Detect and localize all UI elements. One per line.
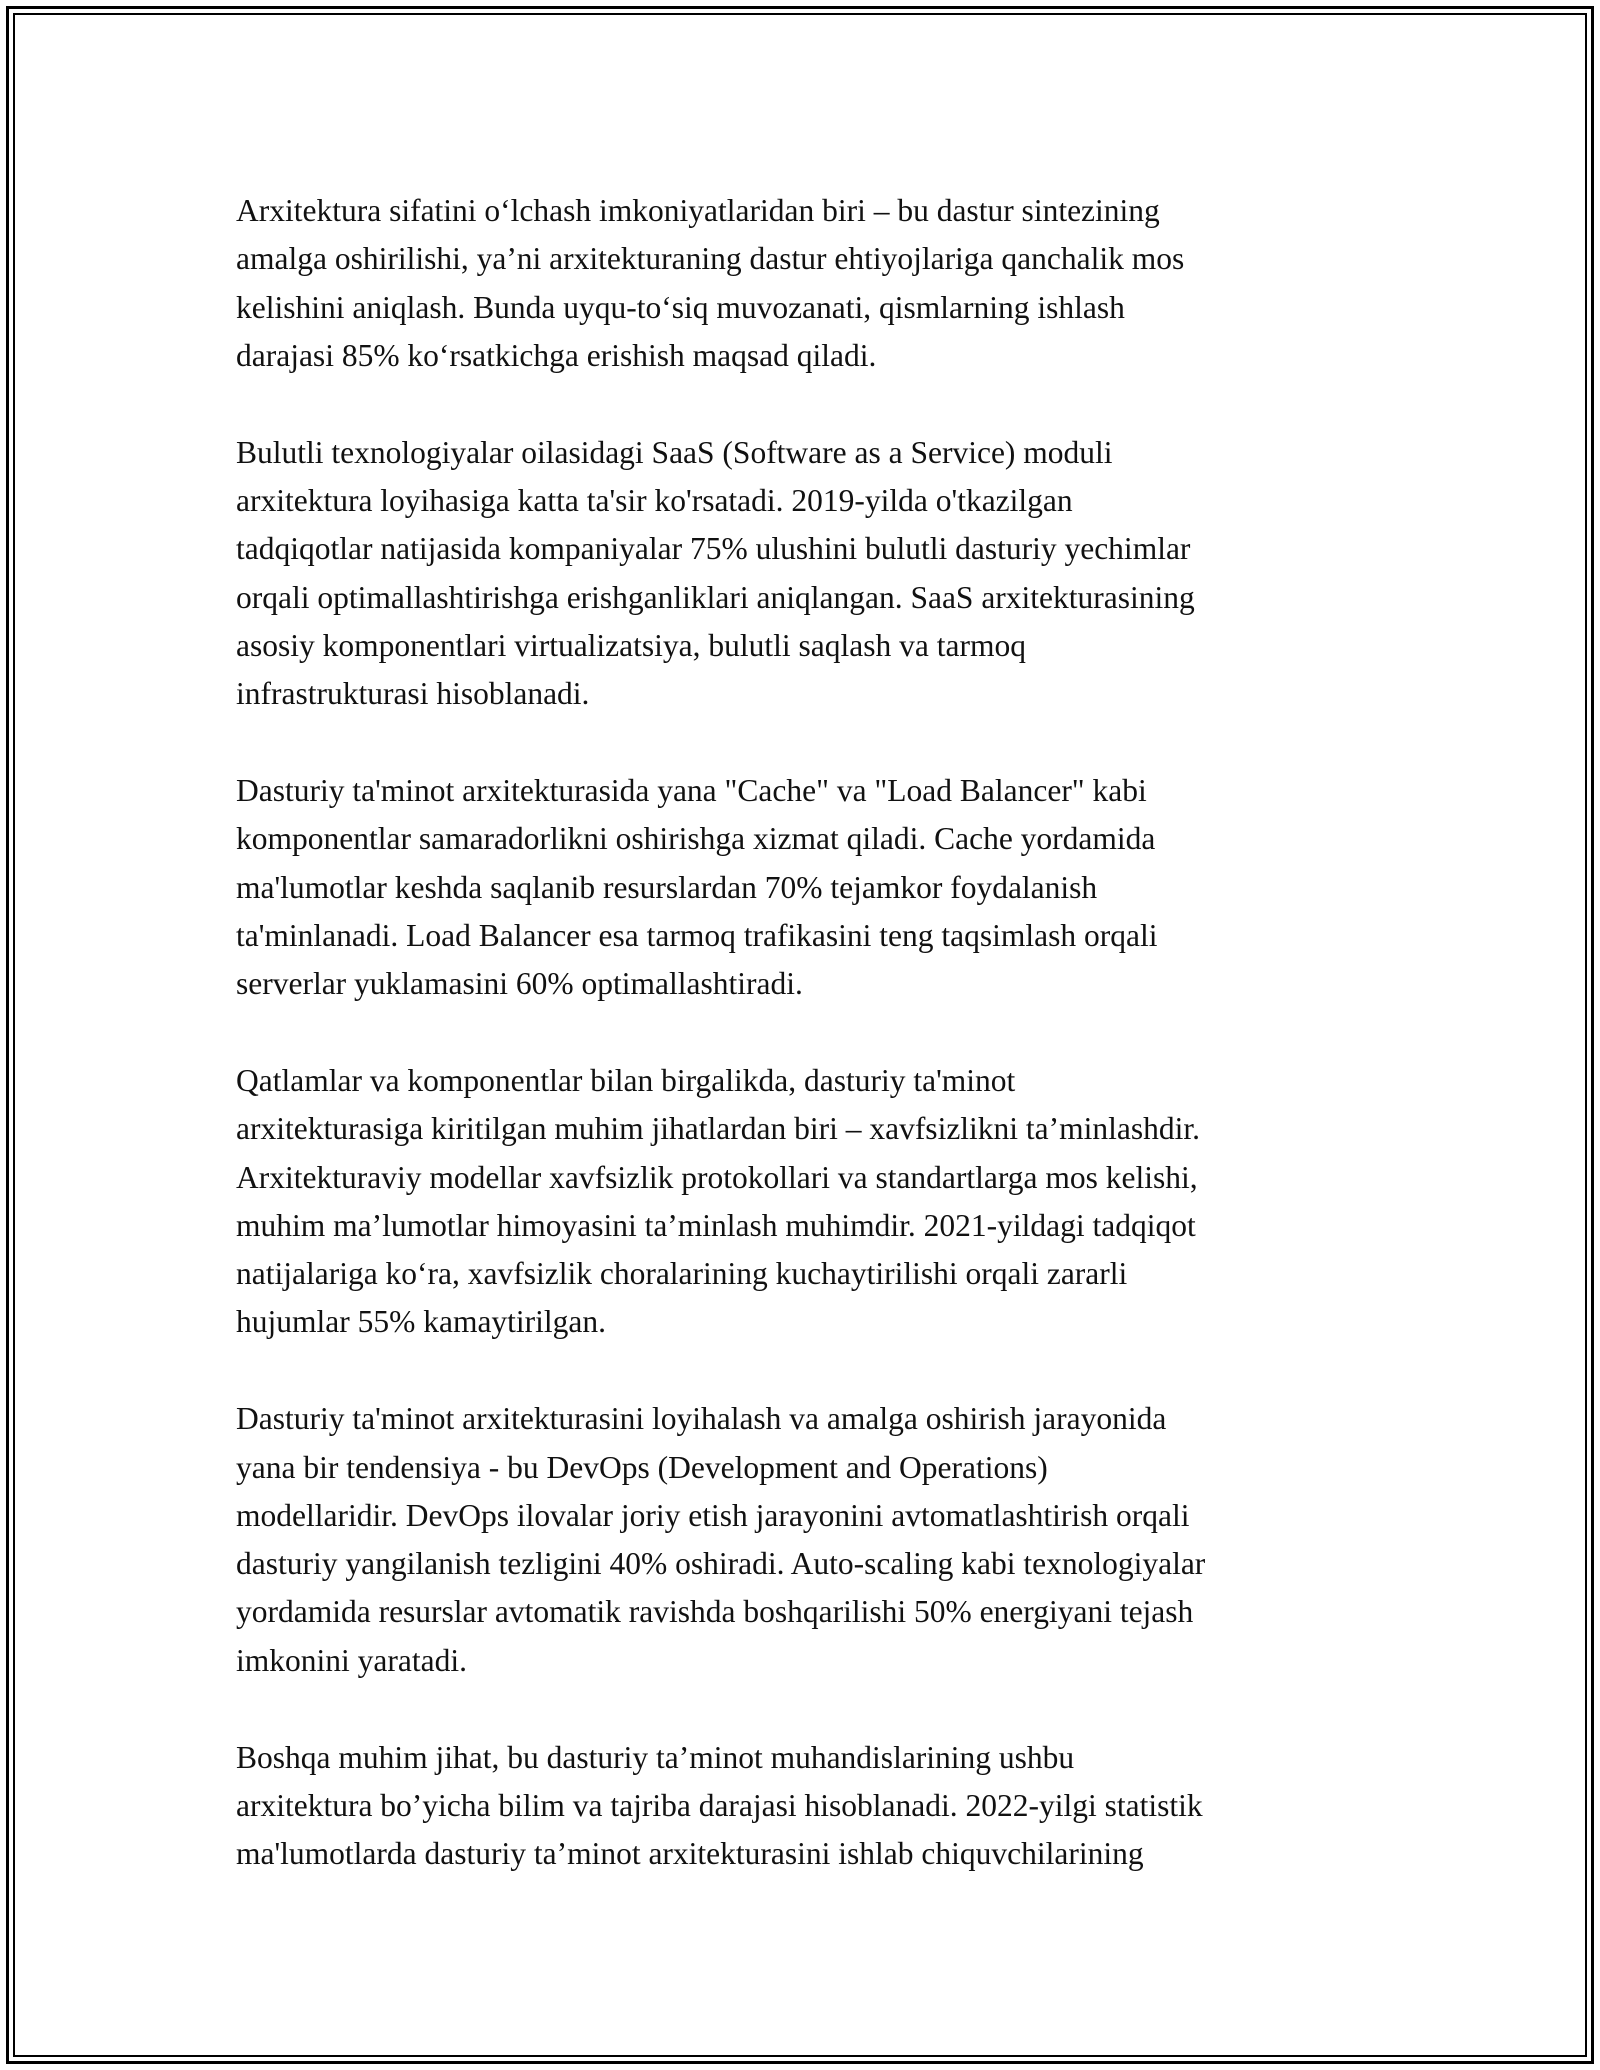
text-line: Arxitekturaviy modellar xavfsizlik protokollari va standartlarga mos kelishi,: [236, 1159, 1198, 1195]
document-body: [236, 187, 1376, 1927]
text-line: Dasturiy ta'minot arxitekturasini loyihalash va amalga oshirish jarayonida: [236, 1401, 1167, 1437]
text-line: komponentlar samaradorlikni oshirishga xizmat qiladi. Cache yordamida: [236, 821, 1156, 857]
text-line: Dasturiy ta'minot arxitekturasida yana "Cache" va "Load Balancer" kabi: [236, 772, 1147, 808]
text-line: ma'lumotlar keshda saqlanib resurslardan 70% tejamkor foydalanish: [236, 869, 1098, 905]
text-line: asosiy komponentlari virtualizatsiya, bulutli saqlash va tarmoq: [236, 627, 1026, 663]
paragraph-1: [236, 187, 1376, 380]
paragraph-6: [236, 1734, 1376, 1879]
text-line: darajasi 85% ko‘rsatkichga erishish maqsad qiladi.: [236, 337, 877, 373]
text-line: hujumlar 55% kamaytirilgan.: [236, 1304, 607, 1340]
text-line: ta'minlanadi. Load Balancer esa tarmoq trafikasini teng taqsimlash orqali: [236, 917, 1158, 953]
text-line: dasturiy yangilanish tezligini 40% oshiradi. Auto-scaling kabi texnologiyalar: [236, 1546, 1206, 1582]
text-line: amalga oshirilishi, ya’ni arxitekturaning dastur ehtiyojlariga qanchalik mos: [236, 241, 1185, 277]
text-line: modellaridir. DevOps ilovalar joriy etish jarayonini avtomatlashtirish orqali: [236, 1497, 1190, 1533]
text-line: ma'lumotlarda dasturiy ta’minot arxitekturasini ishlab chiquvchilarining: [236, 1836, 1144, 1872]
text-line: natijalariga ko‘ra, xavfsizlik choralarining kuchaytirilishi orqali zararli: [236, 1256, 1128, 1292]
paragraph-5: [236, 1395, 1376, 1685]
text-line: arxitektura bo’yicha bilim va tajriba darajasi hisoblanadi. 2022-yilgi statistik: [236, 1787, 1203, 1823]
text-line: Qatlamlar va komponentlar bilan birgalikda, dasturiy ta'minot: [236, 1062, 1016, 1098]
text-line: Bulutli texnologiyalar oilasidagi SaaS (Software as a Service) moduli: [236, 434, 1113, 470]
text-line: tadqiqotlar natijasida kompaniyalar 75% ulushini bulutli dasturiy yechimlar: [236, 531, 1191, 567]
text-line: yordamida resurslar avtomatik ravishda boshqarilishi 50% energiyani tejash: [236, 1594, 1194, 1630]
text-line: arxitekturasiga kiritilgan muhim jihatlardan biri – xavfsizlikni ta’minlashdir.: [236, 1111, 1201, 1147]
text-line: Arxitektura sifatini o‘lchash imkoniyatlaridan biri – bu dastur sintezining: [236, 193, 1160, 228]
paragraph-2: [236, 429, 1376, 719]
paragraph-3: [236, 767, 1376, 1008]
text-line: infrastrukturasi hisoblanadi.: [236, 676, 590, 712]
text-line: orqali optimallashtirishga erishganliklari aniqlangan. SaaS arxitekturasining: [236, 579, 1195, 615]
text-line: yana bir tendensiya - bu DevOps (Development and Operations): [236, 1449, 1048, 1485]
text-line: Boshqa muhim jihat, bu dasturiy ta’minot muhandislarining ushbu: [236, 1739, 1075, 1775]
text-line: serverlar yuklamasini 60% optimallashtiradi.: [236, 966, 803, 1002]
text-line: arxitektura loyihasiga katta ta'sir ko'rsatadi. 2019-yilda o'tkazilgan: [236, 482, 1073, 518]
paragraph-4: [236, 1057, 1376, 1347]
text-line: muhim ma’lumotlar himoyasini ta’minlash muhimdir. 2021-yildagi tadqiqot: [236, 1207, 1196, 1243]
text-line: kelishini aniqlash. Bunda uyqu-to‘siq muvozanati, qismlarning ishlash: [236, 289, 1125, 325]
text-line: imkonini yaratadi.: [236, 1642, 467, 1678]
